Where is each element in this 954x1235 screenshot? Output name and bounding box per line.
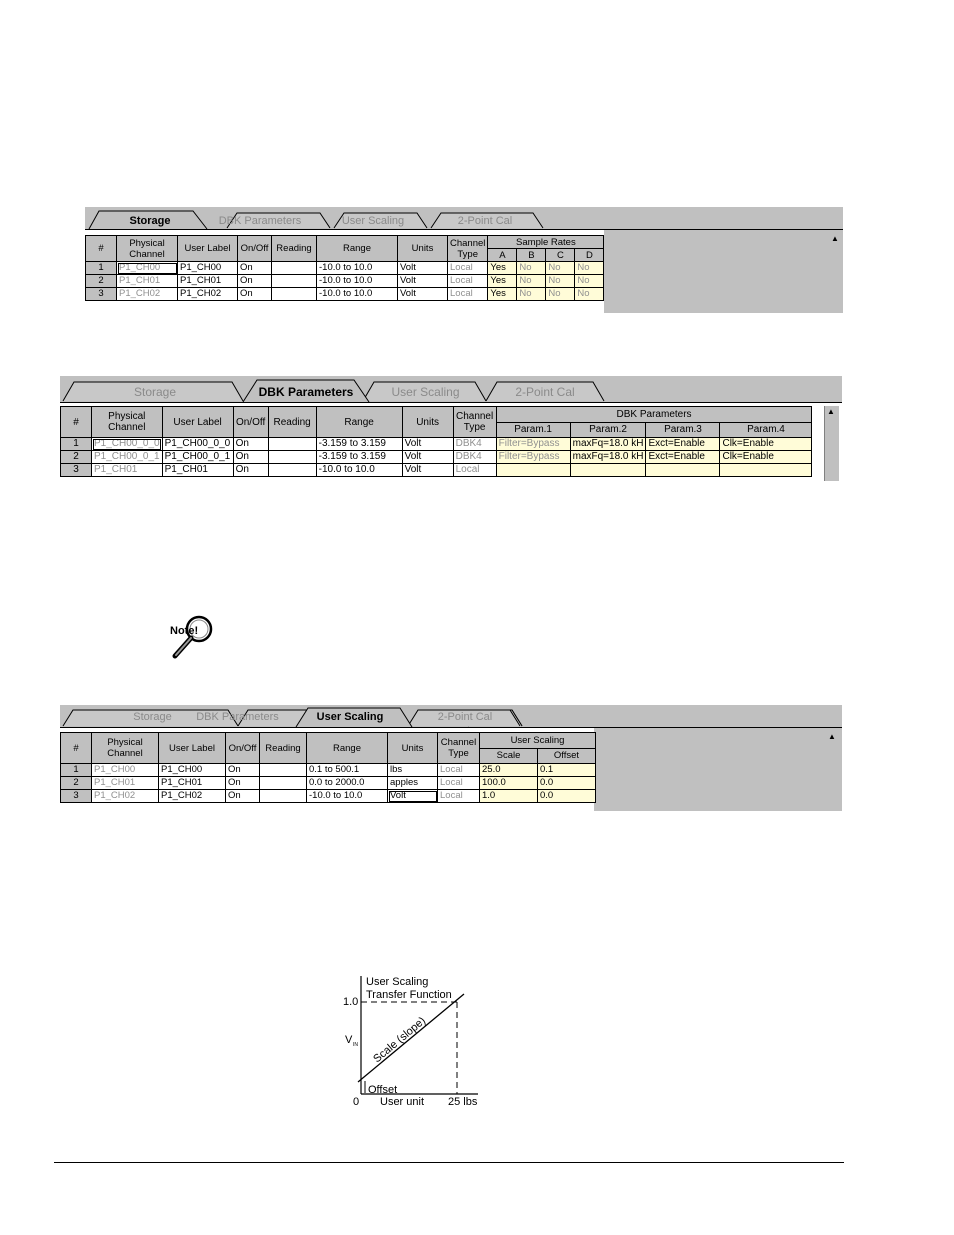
x-axis-label: User unit [380, 1096, 425, 1108]
tab-2-point-cal[interactable]: 2-Point Cal [437, 710, 493, 723]
user-label-cell[interactable]: P1_CH00_0_0 [162, 438, 233, 451]
col-header-num: # [86, 236, 117, 262]
channel-type-cell: DBK4 [453, 438, 496, 451]
col-header-label: User Label [178, 236, 238, 262]
rate-a-cell[interactable]: Yes [488, 288, 517, 301]
col-header-label: User Label [159, 733, 226, 764]
channel-type-cell: Local [448, 262, 488, 275]
units-cell[interactable]: Volt [402, 464, 453, 477]
channel-type-cell: Local [438, 777, 480, 790]
col-header-onoff: On/Off [238, 236, 272, 262]
col-header-user-scaling: User Scaling [480, 733, 596, 749]
user-scaling-panel [60, 705, 842, 811]
range-cell[interactable]: -10.0 to 10.0 [317, 262, 398, 275]
y-top-label: 1.0 [343, 996, 359, 1008]
units-cell[interactable]: Volt [388, 790, 438, 803]
note-magnifier-icon [165, 612, 220, 660]
user-label-cell[interactable]: P1_CH00 [159, 764, 226, 777]
channel-type-cell: Local [448, 275, 488, 288]
rate-a-cell[interactable]: Yes [488, 262, 517, 275]
user-label-cell[interactable]: P1_CH02 [159, 790, 226, 803]
reading-cell [272, 262, 317, 275]
tab-bar [60, 705, 842, 728]
channel-type-cell: Local [438, 790, 480, 803]
tab-user-scaling[interactable]: User Scaling [341, 214, 405, 227]
col-header-range: Range [307, 733, 388, 764]
rate-d-cell[interactable]: No [575, 288, 604, 301]
col-header-offset: Offset [538, 748, 596, 764]
user-label-cell[interactable]: P1_CH01 [178, 275, 238, 288]
physical-channel-cell[interactable]: P1_CH00_0_1 [92, 451, 163, 464]
y-axis-subscript: IN [353, 1042, 358, 1048]
physical-channel-cell[interactable]: P1_CH00_0_0 [92, 438, 163, 451]
table-row[interactable] [86, 275, 604, 288]
units-cell[interactable]: lbs [388, 764, 438, 777]
tab-user-scaling[interactable]: User Scaling [316, 710, 384, 723]
param1-cell[interactable]: Filter=Bypass [496, 438, 570, 451]
scale-cell[interactable]: 100.0 [480, 777, 538, 790]
y-axis-label: V [345, 1034, 353, 1046]
col-header-physical: Physical Channel [92, 733, 159, 764]
col-header-a: A [488, 249, 517, 262]
rate-d-cell[interactable]: No [575, 262, 604, 275]
col-header-range: Range [316, 407, 402, 438]
grid-background [604, 230, 843, 313]
transfer-function-diagram [330, 970, 490, 1110]
tab-bar [85, 207, 843, 230]
scroll-up-arrow[interactable]: ▲ [828, 732, 836, 741]
range-cell[interactable]: -10.0 to 10.0 [317, 275, 398, 288]
channel-type-cell: Local [453, 464, 496, 477]
reading-cell [268, 451, 316, 464]
reading-cell [272, 275, 317, 288]
rate-a-cell[interactable]: Yes [488, 275, 517, 288]
col-header-reading: Reading [260, 733, 307, 764]
onoff-cell[interactable]: On [238, 275, 272, 288]
onoff-cell[interactable]: On [233, 451, 268, 464]
dbk-parameters-grid [60, 406, 812, 477]
table-row[interactable] [61, 438, 812, 451]
param4-cell[interactable] [720, 464, 812, 477]
onoff-cell[interactable]: On [233, 464, 268, 477]
physical-channel-cell[interactable]: P1_CH01 [117, 275, 178, 288]
col-header-physical: Physical Channel [117, 236, 178, 262]
table-row[interactable] [61, 451, 812, 464]
table-row[interactable] [61, 464, 812, 477]
range-cell[interactable]: -10.0 to 10.0 [316, 464, 402, 477]
row-number: 1 [86, 262, 117, 275]
row-number: 2 [86, 275, 117, 288]
row-number: 1 [61, 764, 92, 777]
tab-dbk-parameters[interactable]: DBK Parameters [196, 710, 279, 723]
col-header-range: Range [317, 236, 398, 262]
tab-user-scaling[interactable]: User Scaling [391, 384, 460, 399]
range-cell[interactable]: -3.159 to 3.159 [316, 438, 402, 451]
col-header-dbk-parameters: DBK Parameters [496, 407, 812, 423]
tab-bar [60, 376, 842, 403]
param3-cell[interactable]: Exct=Enable [646, 438, 720, 451]
reading-cell [260, 764, 307, 777]
footer-rule [54, 1162, 844, 1163]
user-label-cell[interactable]: P1_CH00 [178, 262, 238, 275]
onoff-cell[interactable]: On [226, 764, 260, 777]
param2-cell[interactable] [570, 464, 646, 477]
col-header-reading: Reading [268, 407, 316, 438]
col-header-b: B [517, 249, 546, 262]
row-number: 2 [61, 451, 92, 464]
scale-cell[interactable]: 1.0 [480, 790, 538, 803]
param1-cell[interactable]: Filter=Bypass [496, 451, 570, 464]
channel-type-cell: DBK4 [453, 451, 496, 464]
col-header-chtype: Channel Type [453, 407, 496, 438]
scale-cell[interactable]: 25.0 [480, 764, 538, 777]
col-header-param2: Param.2 [570, 422, 646, 438]
physical-channel-cell[interactable]: P1_CH01 [92, 777, 159, 790]
physical-channel-cell[interactable]: P1_CH01 [92, 464, 163, 477]
range-cell[interactable]: -10.0 to 10.0 [317, 288, 398, 301]
tab-dbk-parameters[interactable]: DBK Parameters [218, 214, 302, 227]
channel-type-cell: Local [448, 288, 488, 301]
note-text: Note! [170, 625, 199, 637]
offset-cell[interactable]: 0.0 [538, 777, 596, 790]
units-cell[interactable]: Volt [398, 262, 448, 275]
user-label-cell[interactable]: P1_CH02 [178, 288, 238, 301]
units-cell[interactable]: Volt [398, 288, 448, 301]
user-label-cell[interactable]: P1_CH01 [159, 777, 226, 790]
param1-cell[interactable] [496, 464, 570, 477]
col-header-chtype: Channel Type [448, 236, 488, 262]
physical-channel-cell[interactable]: P1_CH00 [117, 262, 178, 275]
col-header-sample-rates: Sample Rates [488, 236, 604, 249]
row-number: 1 [61, 438, 92, 451]
col-header-label: User Label [162, 407, 233, 438]
col-header-num: # [61, 733, 92, 764]
onoff-cell[interactable]: On [238, 288, 272, 301]
col-header-param1: Param.1 [496, 422, 570, 438]
tab-storage[interactable]: Storage [133, 384, 177, 399]
range-cell[interactable]: -3.159 to 3.159 [316, 451, 402, 464]
rate-d-cell[interactable]: No [575, 275, 604, 288]
col-header-param3: Param.3 [646, 422, 720, 438]
col-header-onoff: On/Off [226, 733, 260, 764]
slope-label: Scale (slope) [371, 1014, 429, 1066]
rate-b-cell[interactable]: No [517, 275, 546, 288]
tab-storage[interactable]: Storage [129, 214, 171, 227]
offset-cell[interactable]: 0.1 [538, 764, 596, 777]
table-row[interactable] [61, 764, 596, 777]
units-cell[interactable]: Volt [402, 438, 453, 451]
grid-background [594, 728, 842, 811]
origin-label: 0 [353, 1096, 360, 1108]
units-cell[interactable]: Volt [398, 275, 448, 288]
onoff-cell[interactable]: On [226, 777, 260, 790]
row-number: 3 [86, 288, 117, 301]
row-number: 2 [61, 777, 92, 790]
tab-2-point-cal[interactable]: 2-Point Cal [457, 214, 513, 227]
param3-cell[interactable]: Exct=Enable [646, 451, 720, 464]
physical-channel-cell[interactable]: P1_CH00 [92, 764, 159, 777]
col-header-onoff: On/Off [233, 407, 268, 438]
diagram-title-2: Transfer Function [366, 989, 452, 1001]
storage-panel [85, 207, 843, 313]
rate-c-cell[interactable]: No [546, 275, 575, 288]
param4-cell[interactable]: Clk=Enable [720, 438, 812, 451]
reading-cell [268, 464, 316, 477]
col-header-num: # [61, 407, 92, 438]
offset-cell[interactable]: 0.0 [538, 790, 596, 803]
units-cell[interactable]: apples [388, 777, 438, 790]
row-number: 3 [61, 790, 92, 803]
col-header-physical: Physical Channel [92, 407, 163, 438]
offset-label: Offset [368, 1084, 398, 1096]
diagram-title-1: User Scaling [366, 976, 429, 988]
rate-c-cell[interactable]: No [546, 262, 575, 275]
rate-b-cell[interactable]: No [517, 288, 546, 301]
param3-cell[interactable] [646, 464, 720, 477]
onoff-cell[interactable]: On [226, 790, 260, 803]
range-cell[interactable]: -10.0 to 10.0 [307, 790, 388, 803]
col-header-units: Units [388, 733, 438, 764]
table-row[interactable] [86, 288, 604, 301]
vertical-scrollbar[interactable] [824, 406, 839, 481]
tab-storage[interactable]: Storage [133, 710, 172, 723]
reading-cell [272, 288, 317, 301]
scroll-up-arrow[interactable]: ▲ [827, 407, 835, 416]
user-scaling-grid [60, 732, 596, 803]
dbk-parameters-panel [60, 376, 842, 481]
physical-channel-cell[interactable]: P1_CH02 [117, 288, 178, 301]
units-cell[interactable]: Volt [402, 451, 453, 464]
range-cell[interactable]: 0.0 to 2000.0 [307, 777, 388, 790]
physical-channel-cell[interactable]: P1_CH02 [92, 790, 159, 803]
x-end-label: 25 lbs [448, 1096, 478, 1108]
table-row[interactable] [61, 790, 596, 803]
user-label-cell[interactable]: P1_CH00_0_1 [162, 451, 233, 464]
tab-2-point-cal[interactable]: 2-Point Cal [515, 384, 575, 399]
col-header-chtype: Channel Type [438, 733, 480, 764]
reading-cell [268, 438, 316, 451]
scroll-up-arrow[interactable]: ▲ [831, 234, 839, 243]
param4-cell[interactable]: Clk=Enable [720, 451, 812, 464]
col-header-d: D [575, 249, 604, 262]
table-row[interactable] [61, 777, 596, 790]
range-cell[interactable]: 0.1 to 500.1 [307, 764, 388, 777]
storage-grid [85, 235, 604, 301]
param2-cell[interactable]: maxFq=18.0 kH [570, 438, 646, 451]
col-header-units: Units [402, 407, 453, 438]
rate-b-cell[interactable]: No [517, 262, 546, 275]
col-header-param4: Param.4 [720, 422, 812, 438]
col-header-reading: Reading [272, 236, 317, 262]
col-header-units: Units [398, 236, 448, 262]
onoff-cell[interactable]: On [238, 262, 272, 275]
table-row[interactable] [86, 262, 604, 275]
reading-cell [260, 777, 307, 790]
onoff-cell[interactable]: On [233, 438, 268, 451]
rate-c-cell[interactable]: No [546, 288, 575, 301]
channel-type-cell: Local [438, 764, 480, 777]
reading-cell [260, 790, 307, 803]
tab-dbk-parameters[interactable]: DBK Parameters [258, 384, 354, 399]
row-number: 3 [61, 464, 92, 477]
col-header-scale: Scale [480, 748, 538, 764]
param2-cell[interactable]: maxFq=18.0 kH [570, 451, 646, 464]
col-header-c: C [546, 249, 575, 262]
user-label-cell[interactable]: P1_CH01 [162, 464, 233, 477]
